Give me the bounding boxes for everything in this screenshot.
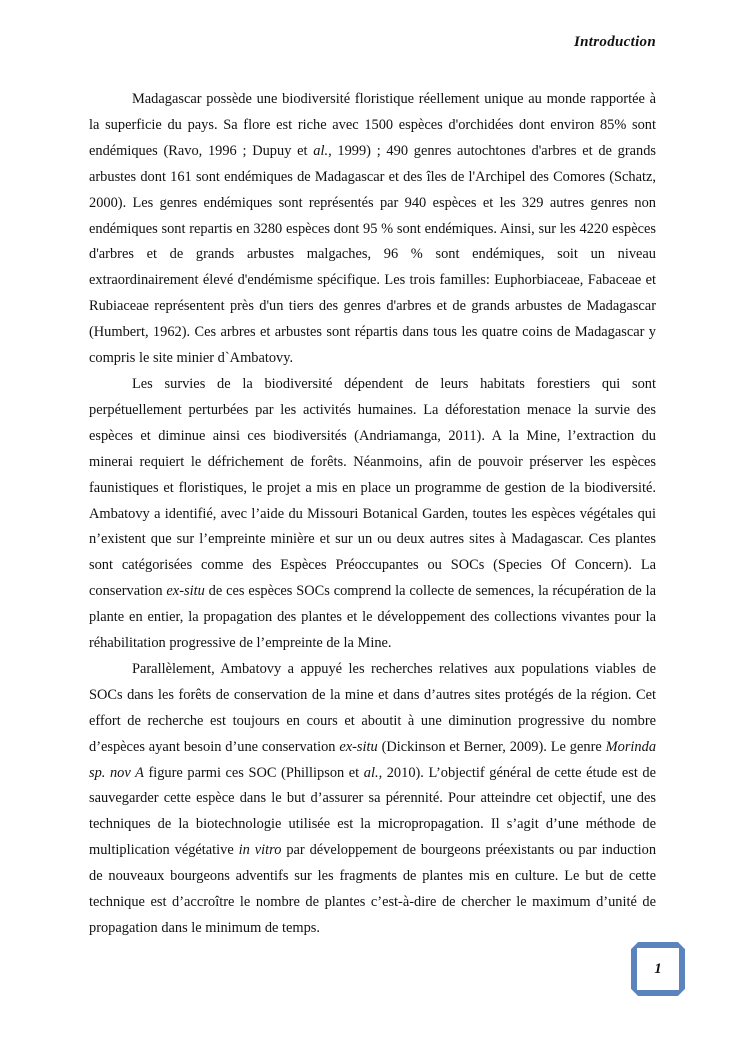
- text-segment: de ces espèces SOCs comprend la collecte de semences, la récupération de la plante en entier, la propagation des plantes et le développement des collections vivantes pour la réhabilitation progressive de l’empreinte de la Mine.: [89, 583, 657, 652]
- italic-text-segment: in vitro: [238, 842, 282, 859]
- text-segment: , 1999) ; 490 genres autochtones d'arbres et de grands arbustes dont 161 sont endémiques de Madagascar et des îles de l'Archipel des Comores (Schatz, 2000). Les genres endémiques sont représentés par 940 espèces et les 329 autres genres non endémiques sont repartis en 3280 espèces dont 95 % sont endémiques. Ainsi, sur les 4220 espèces d'arbres et de grands arbustes malgaches, 96 % sont endémiques, soit un niveau extraordinairement élevé d'endémisme spécifique. Les trois familles: Euphorbiaceae, Fabaceae et Rubiaceae représentent près d'un tiers des genres d'arbres et de grands arbustes de Madagascar (Humbert, 1962). Ces arbres et arbustes sont répartis dans tous les quatre coins de Madagascar y compris le site minier d`Ambatovy.: [89, 142, 657, 367]
- text-segment: , 2010). L’objectif général de cette étude est de sauvegarder cette espèce dans le but d’assurer sa pérennité. Pour atteindre cet objectif, une des techniques de la biotechnologie utilisée est la micropropagation. Il s’agit d’une méthode de multiplication végétative: [89, 764, 656, 859]
- italic-text-segment: ex-situ: [339, 738, 378, 755]
- text-segment: Madagascar possède une biodiversité floristique réellement unique au monde rapportée à la superficie du pays. Sa flore est riche avec 1500 espèces d'orchidées dont environ 85% sont endémiques (Ravo, 1996 ; Dupuy et: [89, 91, 656, 159]
- badge-corner: [624, 989, 638, 1003]
- text-segment: Les survies de la biodiversité dépendent de leurs habitats forestiers qui sont perpétuellement perturbées par les activités humaines. La déforestation menace la survie des espèces et diminue ainsi ces biodiversités (Andriamanga, 2011). A la Mine, l’extraction du minerai requiert le défrichement de forêts. Néanmoins, afin de pouvoir préserver les espèces faunistiques et floristiques, le projet a mis en place un programme de gestion de la biodiversité. Ambatovy a identifié, avec l’aide du Missouri Botanical Garden, toutes les espèces végétales qui n’existent que sur l’empreinte minière et sur un ou deux autres sites à Madagascar. Ces plantes sont catégorisées comme des Espèces Préoccupantes ou SOCs (Species Of Concern). La conservation: [89, 375, 656, 600]
- badge-corner: [678, 989, 692, 1003]
- page-number-badge: [631, 942, 685, 996]
- running-header-title: Introduction: [574, 34, 656, 50]
- italic-text-segment: ex-situ: [166, 583, 205, 600]
- text-segment: par développement de bourgeons préexistants ou par induction de nouveaux bourgeons adventifs sur les fragments de plantes mis en culture. Le but de cette technique est d’accroître le nombre de plantes c’est-à-dire de chercher le maximum d’unité de propagation dans le minimum de temps.: [89, 842, 657, 936]
- text-segment: (Dickinson et Berner, 2009). Le genre: [377, 738, 606, 755]
- text-segment: figure parmi ces SOC (Phillipson et: [143, 764, 364, 781]
- paragraph-2: [89, 372, 656, 657]
- page-number: 1: [636, 947, 680, 991]
- paragraph-1: [89, 87, 656, 372]
- badge-corner: [678, 935, 692, 949]
- italic-text-segment: al.: [313, 142, 329, 159]
- italic-text-segment: al.: [363, 764, 379, 781]
- body-text: [89, 87, 656, 942]
- text-segment: Parallèlement, Ambatovy a appuyé les recherches relatives aux populations viables de SOCs dans les forêts de conservation de la mine et dans d’autres sites protégés de la région. Cet effort de recherche est toujours en cours et aboutit à une diminution progressive du nombre d’espèces ayant besoin d’une conservation: [89, 660, 656, 755]
- paragraph-3: [89, 657, 656, 942]
- italic-text-segment: Morinda sp. nov A: [89, 738, 657, 781]
